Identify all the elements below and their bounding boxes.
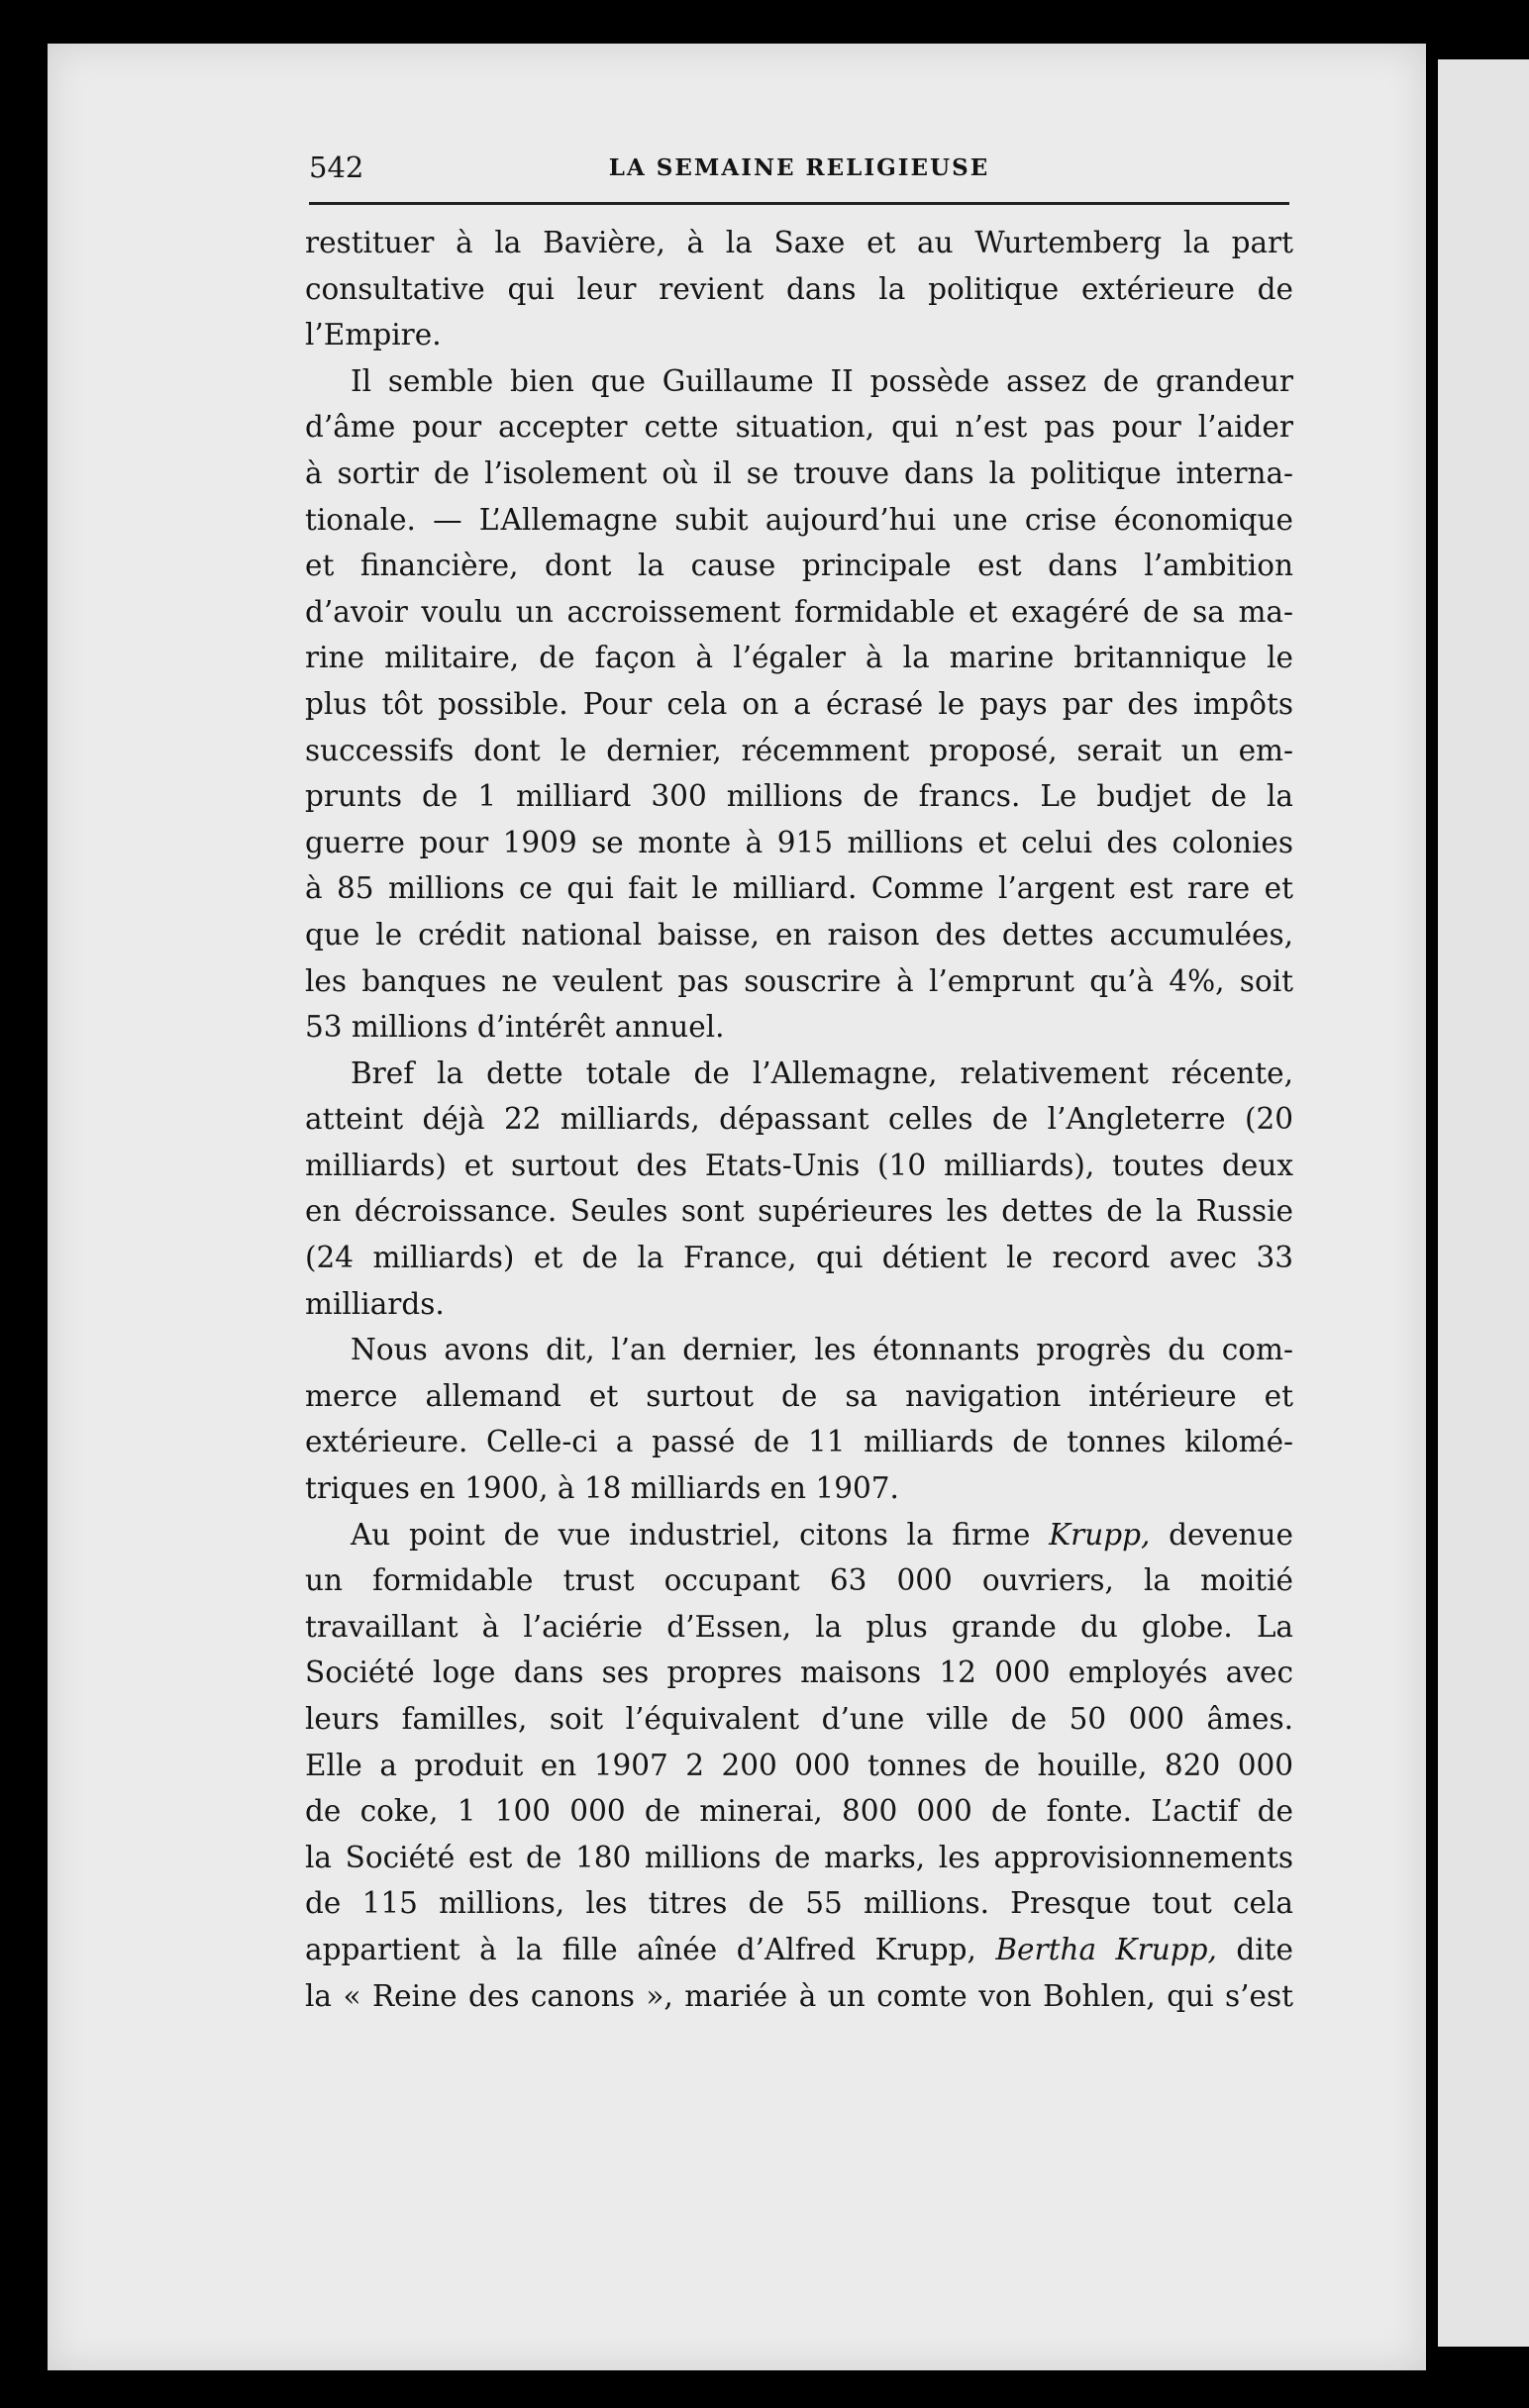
text-line: la Société est de 180 millions de marks, les approvisionnements [305, 1840, 1293, 1874]
text-line: en décroissance. Seules sont supérieures les dettes de la Russie [305, 1194, 1293, 1229]
text-line: restituer à la Bavière, à la Saxe et au Wurtemberg la part [305, 226, 1293, 259]
page-number: 542 [309, 150, 364, 184]
text-segment: Au point de vue industriel, citons la firme [351, 1517, 1031, 1552]
text-line: extérieure. Celle-ci a passé de 11 milliards de tonnes kilomé- [305, 1425, 1293, 1459]
text-line: 53 millions d’intérêt annuel. [305, 1010, 725, 1045]
text-segment: devenue [1169, 1517, 1293, 1552]
italic-name: Krupp, [1049, 1517, 1151, 1552]
text-line: d’avoir voulu un accroissement formidable et exagéré de sa ma- [305, 594, 1293, 629]
text-line: l’Empire. [305, 318, 442, 352]
journal-title: LA SEMAINE RELIGIEUSE [608, 154, 990, 181]
adjacent-page-edge [1438, 59, 1529, 2347]
text-line: leurs familles, soit l’équivalent d’une ville de 50 000 âmes. [305, 1702, 1293, 1736]
paragraph-start-line: Il semble bien que Guillaume II possède assez de grandeur [351, 363, 1293, 398]
text-line: (24 milliards) et de la France, qui détient le record avec 33 [305, 1241, 1293, 1275]
text-line: milliards) et surtout des Etats-Unis (10 milliards), toutes deux [305, 1148, 1293, 1182]
text-line: milliards. [305, 1286, 445, 1321]
paragraph-start-line: Bref la dette totale de l’Allemagne, relativement récente, [351, 1055, 1293, 1090]
text-line: tionale. — L’Allemagne subit aujourd’hui une crise économique [305, 502, 1293, 537]
text-line: successifs dont le dernier, récemment proposé, serait un em- [305, 733, 1293, 767]
header-rule [309, 202, 1289, 205]
italic-name: Bertha Krupp, [995, 1932, 1217, 1966]
text-line: atteint déjà 22 milliards, dépassant celles de l’Angleterre (20 [305, 1102, 1293, 1137]
text-line: triques en 1900, à 18 milliards en 1907. [305, 1471, 899, 1506]
text-segment: appartient à la fille aînée d’Alfred Krupp, [305, 1932, 976, 1966]
text-line: plus tôt possible. Pour cela on a écrasé le pays par des impôts [305, 686, 1293, 721]
text-line [305, 1927, 1293, 1973]
text-line: Elle a produit en 1907 2 200 000 tonnes de houille, 820 000 [305, 1748, 1293, 1782]
text-line: les banques ne veulent pas souscrire à l’emprunt qu’à 4%, soit [305, 963, 1293, 998]
text-line: Société loge dans ses propres maisons 12 000 employés avec [305, 1656, 1293, 1690]
text-line: à sortir de l’isolement où il se trouve dans la politique interna- [305, 455, 1293, 490]
running-head [309, 150, 1289, 196]
text-line: merce allemand et surtout de sa navigation intérieure et [305, 1378, 1293, 1413]
text-line: de coke, 1 100 000 de minerai, 800 000 de fonte. L’actif de [305, 1794, 1293, 1829]
text-line: rine militaire, de façon à l’égaler à la marine britannique le [305, 641, 1293, 675]
paragraph-start-line: Nous avons dit, l’an dernier, les étonnants progrès du com- [351, 1333, 1293, 1367]
paragraph-start-line [305, 1512, 1293, 1558]
text-line: que le crédit national baisse, en raison des dettes accumulées, [305, 917, 1293, 952]
text-line: prunts de 1 milliard 300 millions de francs. Le budjet de la [305, 779, 1293, 814]
text-line: et financière, dont la cause principale est dans l’ambition [305, 549, 1293, 583]
text-segment: dite [1236, 1932, 1293, 1966]
text-line: la « Reine des canons », mariée à un comte von Bohlen, qui s’est [305, 1978, 1293, 2013]
text-line: travaillant à l’aciérie d’Essen, la plus grande du globe. La [305, 1609, 1293, 1644]
text-line: d’âme pour accepter cette situation, qui n’est pas pour l’aider [305, 410, 1293, 445]
text-line: à 85 millions ce qui fait le milliard. Comme l’argent est rare et [305, 871, 1293, 906]
text-line: guerre pour 1909 se monte à 915 millions et celui des colonies [305, 825, 1293, 859]
text-line: de 115 millions, les titres de 55 millions. Presque tout cela [305, 1886, 1293, 1921]
body-text [305, 220, 1293, 2019]
text-line: consultative qui leur revient dans la politique extérieure de [305, 271, 1293, 306]
text-line: un formidable trust occupant 63 000 ouvriers, la moitié [305, 1563, 1293, 1598]
